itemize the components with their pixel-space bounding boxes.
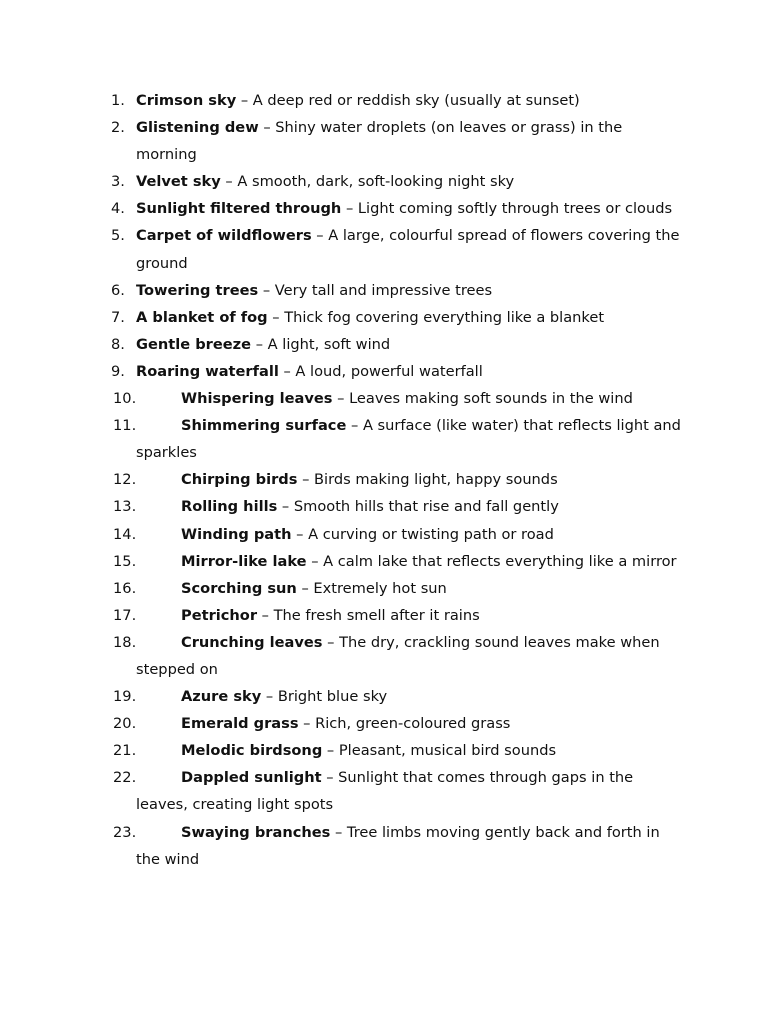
item-text bbox=[136, 548, 682, 575]
vocabulary-list bbox=[0, 87, 768, 873]
item-number: 1. bbox=[111, 92, 125, 109]
term-definition: A curving or twisting path or road bbox=[308, 525, 554, 543]
list-item bbox=[0, 222, 682, 276]
term-word: Petrichor bbox=[181, 606, 258, 624]
term-word: Chirping birds bbox=[181, 471, 298, 489]
item-number: 14. bbox=[113, 525, 137, 543]
term-definition: Shiny water droplets (on leaves or grass) in the morning bbox=[136, 119, 623, 164]
list-item bbox=[0, 764, 682, 818]
term-definition: A loud, powerful waterfall bbox=[295, 362, 483, 380]
term-separator: – bbox=[258, 281, 275, 299]
term-word: Sunlight filtered through bbox=[136, 200, 342, 218]
term-separator: – bbox=[330, 823, 347, 841]
item-number: 4. bbox=[111, 200, 125, 218]
list-item bbox=[0, 737, 682, 764]
item-text bbox=[136, 466, 682, 493]
term-definition: A deep red or reddish sky (usually at sunset) bbox=[252, 92, 580, 109]
term-separator: – bbox=[258, 119, 276, 137]
item-number: 20. bbox=[113, 715, 137, 733]
term-separator: – bbox=[332, 390, 350, 408]
item-number: 21. bbox=[113, 742, 137, 760]
list-item bbox=[0, 466, 682, 493]
term-word: Crimson sky bbox=[136, 92, 237, 109]
item-text bbox=[136, 358, 682, 385]
term-separator: – bbox=[322, 742, 339, 760]
term-word: Dappled sunlight bbox=[181, 769, 322, 787]
term-definition: Sunlight that comes through gaps in the leaves, creating light spots bbox=[136, 769, 634, 814]
term-word: Velvet sky bbox=[136, 173, 221, 191]
item-number: 7. bbox=[111, 308, 125, 326]
item-text bbox=[136, 819, 682, 873]
item-text bbox=[136, 222, 682, 276]
term-word: Roaring waterfall bbox=[136, 362, 279, 380]
item-text bbox=[136, 710, 682, 737]
list-item bbox=[0, 385, 682, 412]
term-word: Melodic birdsong bbox=[181, 742, 323, 760]
item-text bbox=[136, 385, 682, 412]
term-definition: A smooth, dark, soft-looking night sky bbox=[237, 173, 515, 191]
item-text bbox=[136, 168, 682, 195]
term-definition: Birds making light, happy sounds bbox=[314, 471, 558, 489]
term-definition: Very tall and impressive trees bbox=[274, 281, 493, 299]
list-item bbox=[0, 710, 682, 737]
term-definition: Extremely hot sun bbox=[313, 579, 447, 597]
list-item bbox=[0, 304, 682, 331]
list-item bbox=[0, 629, 682, 683]
term-definition: Leaves making soft sounds in the wind bbox=[349, 390, 633, 408]
term-word: Crunching leaves bbox=[181, 633, 323, 651]
term-separator: – bbox=[278, 362, 296, 380]
term-word: Gentle breeze bbox=[136, 335, 252, 353]
list-item bbox=[0, 331, 682, 358]
list-item bbox=[0, 195, 682, 222]
item-text bbox=[136, 277, 682, 304]
item-number: 5. bbox=[111, 227, 125, 245]
list-item bbox=[0, 548, 682, 575]
term-definition: Light coming softly through trees or clouds bbox=[357, 200, 673, 218]
item-number: 10. bbox=[113, 390, 137, 408]
term-definition: A calm lake that reflects everything like a mirror bbox=[323, 552, 677, 570]
item-text bbox=[136, 737, 682, 764]
item-number: 8. bbox=[111, 335, 125, 353]
term-word: Carpet of wildflowers bbox=[136, 227, 312, 245]
list-item bbox=[0, 277, 682, 304]
list-item bbox=[0, 575, 682, 602]
item-text bbox=[136, 195, 682, 222]
item-number: 22. bbox=[113, 769, 137, 787]
item-number: 18. bbox=[113, 633, 137, 651]
item-number: 23. bbox=[113, 823, 137, 841]
list-item bbox=[0, 493, 682, 520]
list-item bbox=[0, 521, 682, 548]
term-word: Rolling hills bbox=[181, 498, 278, 516]
item-number: 6. bbox=[111, 281, 125, 299]
list-item bbox=[0, 602, 682, 629]
item-number: 15. bbox=[113, 552, 137, 570]
term-separator: – bbox=[251, 335, 268, 353]
item-number: 13. bbox=[113, 498, 137, 516]
list-item bbox=[0, 358, 682, 385]
term-separator: – bbox=[341, 200, 358, 218]
term-separator: – bbox=[267, 308, 285, 326]
term-separator: – bbox=[346, 417, 363, 435]
term-word: Towering trees bbox=[136, 281, 259, 299]
term-word: Swaying branches bbox=[181, 823, 331, 841]
list-item bbox=[0, 412, 682, 466]
term-separator: – bbox=[257, 606, 274, 624]
term-word: Azure sky bbox=[181, 688, 262, 706]
term-definition: Smooth hills that rise and fall gently bbox=[293, 498, 559, 516]
list-item bbox=[0, 87, 682, 114]
term-separator: – bbox=[297, 471, 315, 489]
item-text bbox=[136, 629, 682, 683]
term-definition: Thick fog covering everything like a blanket bbox=[284, 308, 605, 326]
item-text bbox=[136, 521, 682, 548]
list-item bbox=[0, 168, 682, 195]
item-number: 3. bbox=[111, 173, 125, 191]
list-item bbox=[0, 114, 682, 168]
item-text bbox=[136, 114, 682, 168]
item-text bbox=[136, 412, 682, 466]
item-number: 11. bbox=[113, 417, 137, 435]
item-number: 9. bbox=[111, 362, 125, 380]
term-definition: Pleasant, musical bird sounds bbox=[338, 742, 557, 760]
term-separator: – bbox=[322, 633, 340, 651]
item-number: 2. bbox=[111, 119, 125, 137]
term-separator: – bbox=[311, 227, 329, 245]
item-number: 19. bbox=[113, 688, 137, 706]
term-separator: – bbox=[296, 579, 314, 597]
term-word: A blanket of fog bbox=[136, 308, 268, 326]
term-definition: Bright blue sky bbox=[277, 688, 388, 706]
item-text bbox=[136, 304, 682, 331]
term-definition: Tree limbs moving gently back and forth in the wind bbox=[136, 823, 660, 868]
item-number: 17. bbox=[113, 606, 137, 624]
term-word: Shimmering surface bbox=[181, 417, 347, 435]
term-separator: – bbox=[236, 92, 253, 109]
list-item bbox=[0, 819, 682, 873]
term-word: Glistening dew bbox=[136, 119, 259, 137]
term-word: Whispering leaves bbox=[181, 390, 333, 408]
item-text bbox=[136, 331, 682, 358]
term-definition: The dry, crackling sound leaves make when stepped on bbox=[136, 633, 660, 678]
item-text bbox=[136, 602, 682, 629]
list-item bbox=[0, 683, 682, 710]
item-text bbox=[136, 764, 682, 818]
item-text bbox=[136, 575, 682, 602]
item-number: 12. bbox=[113, 471, 137, 489]
term-separator: – bbox=[261, 688, 278, 706]
term-definition: A light, soft wind bbox=[267, 335, 391, 353]
item-text bbox=[136, 493, 682, 520]
term-word: Winding path bbox=[181, 525, 292, 543]
term-separator: – bbox=[291, 525, 309, 543]
term-definition: Rich, green-coloured grass bbox=[315, 715, 511, 733]
term-definition: A large, colourful spread of flowers covering the ground bbox=[136, 227, 680, 272]
term-definition: A surface (like water) that reflects light and sparkles bbox=[136, 417, 681, 462]
term-word: Mirror-like lake bbox=[181, 552, 307, 570]
term-separator: – bbox=[220, 173, 238, 191]
term-word: Scorching sun bbox=[181, 579, 297, 597]
term-word: Emerald grass bbox=[181, 715, 299, 733]
item-text bbox=[136, 87, 682, 114]
term-separator: – bbox=[298, 715, 316, 733]
item-text bbox=[136, 683, 682, 710]
item-number: 16. bbox=[113, 579, 137, 597]
term-separator: – bbox=[321, 769, 339, 787]
term-separator: – bbox=[306, 552, 324, 570]
term-definition: The fresh smell after it rains bbox=[273, 606, 480, 624]
term-separator: – bbox=[277, 498, 294, 516]
